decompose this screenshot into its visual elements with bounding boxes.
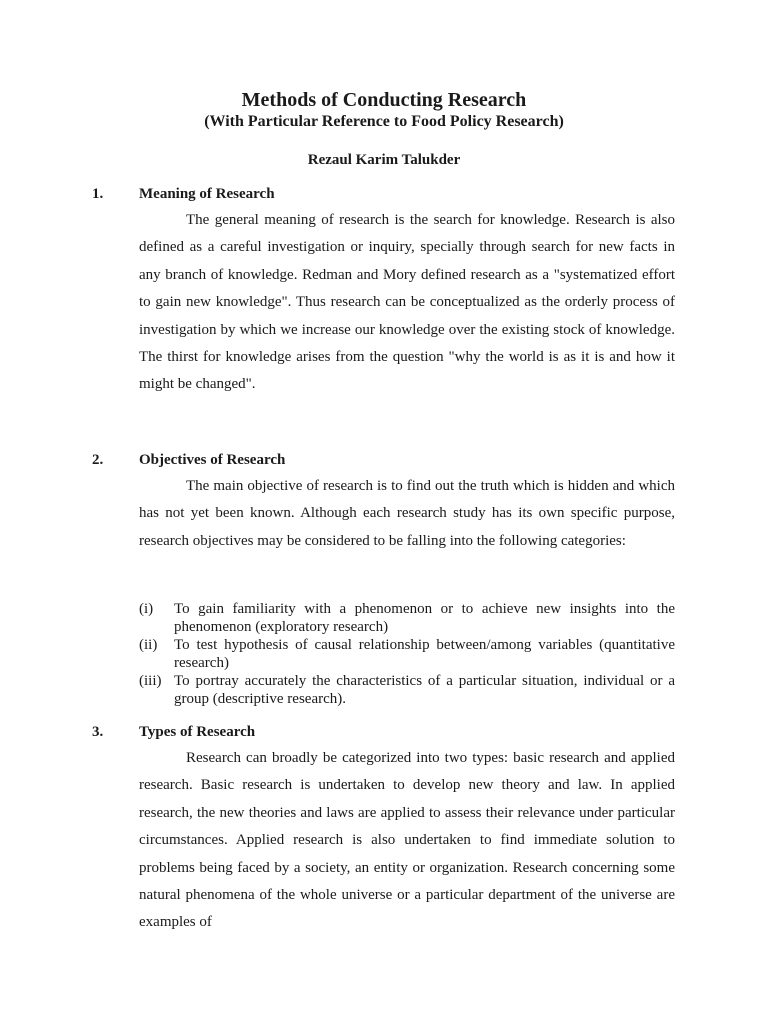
list-item bbox=[139, 600, 675, 636]
document-subtitle: (With Particular Reference to Food Policy Research) bbox=[204, 113, 564, 130]
list-item-marker: (iii) bbox=[139, 673, 162, 689]
list-item-marker: (ii) bbox=[139, 637, 158, 653]
section-1-heading: Meaning of Research bbox=[139, 186, 275, 202]
document-author: Rezaul Karim Talukder bbox=[307, 152, 461, 168]
list-item-text: To portray accurately the characteristics of a particular situation, individual or a group (descriptive research). bbox=[174, 673, 675, 707]
list-item-text: To test hypothesis of causal relationship between/among variables (quantitative research) bbox=[174, 637, 675, 671]
list-item-marker: (i) bbox=[139, 601, 154, 617]
section-3-paragraph: Research can broadly be categorized into two types: basic research and applied research. Basic research is undertaken to develop new theory and law. In applied research, the new theories and laws are applied to assess their relevance under particular circumstances. Applied research is also undertaken to find immediate solution to problems being faced by a society, an entity or organization. Research concerning some natural phenomena of the whole universe or a particular department of the universe are examples of bbox=[139, 750, 675, 931]
section-2-heading: Objectives of Research bbox=[139, 452, 286, 468]
list-item bbox=[139, 636, 675, 672]
section-1-paragraph: The general meaning of research is the search for knowledge. Research is also defined as a careful investigation or inquiry, specially through search for new facts in any branch of knowledge. Redman and Mory defined research as a "systematized effort to gain new knowledge". Thus research can be conceptualized as the orderly process of investigation by which we increase our knowledge over the existing stock of knowledge. The thirst for knowledge arises from the question "why the world is as it is and how it might be changed". bbox=[139, 212, 675, 393]
section-2-number: 2. bbox=[92, 452, 104, 468]
document-title: Methods of Conducting Research bbox=[241, 89, 527, 111]
list-item-text: To gain familiarity with a phenomenon or to achieve new insights into the phenomenon (exploratory research) bbox=[174, 601, 675, 635]
objectives-list bbox=[139, 600, 675, 708]
section-1-number: 1. bbox=[92, 186, 104, 202]
list-item bbox=[139, 672, 675, 708]
section-3-number: 3. bbox=[92, 724, 104, 740]
section-2-paragraph: The main objective of research is to find out the truth which is hidden and which has not yet been known. Although each research study has its own specific purpose, research objectives may be considered to be falling into the following categories: bbox=[139, 478, 675, 549]
section-3-heading: Types of Research bbox=[139, 724, 256, 740]
